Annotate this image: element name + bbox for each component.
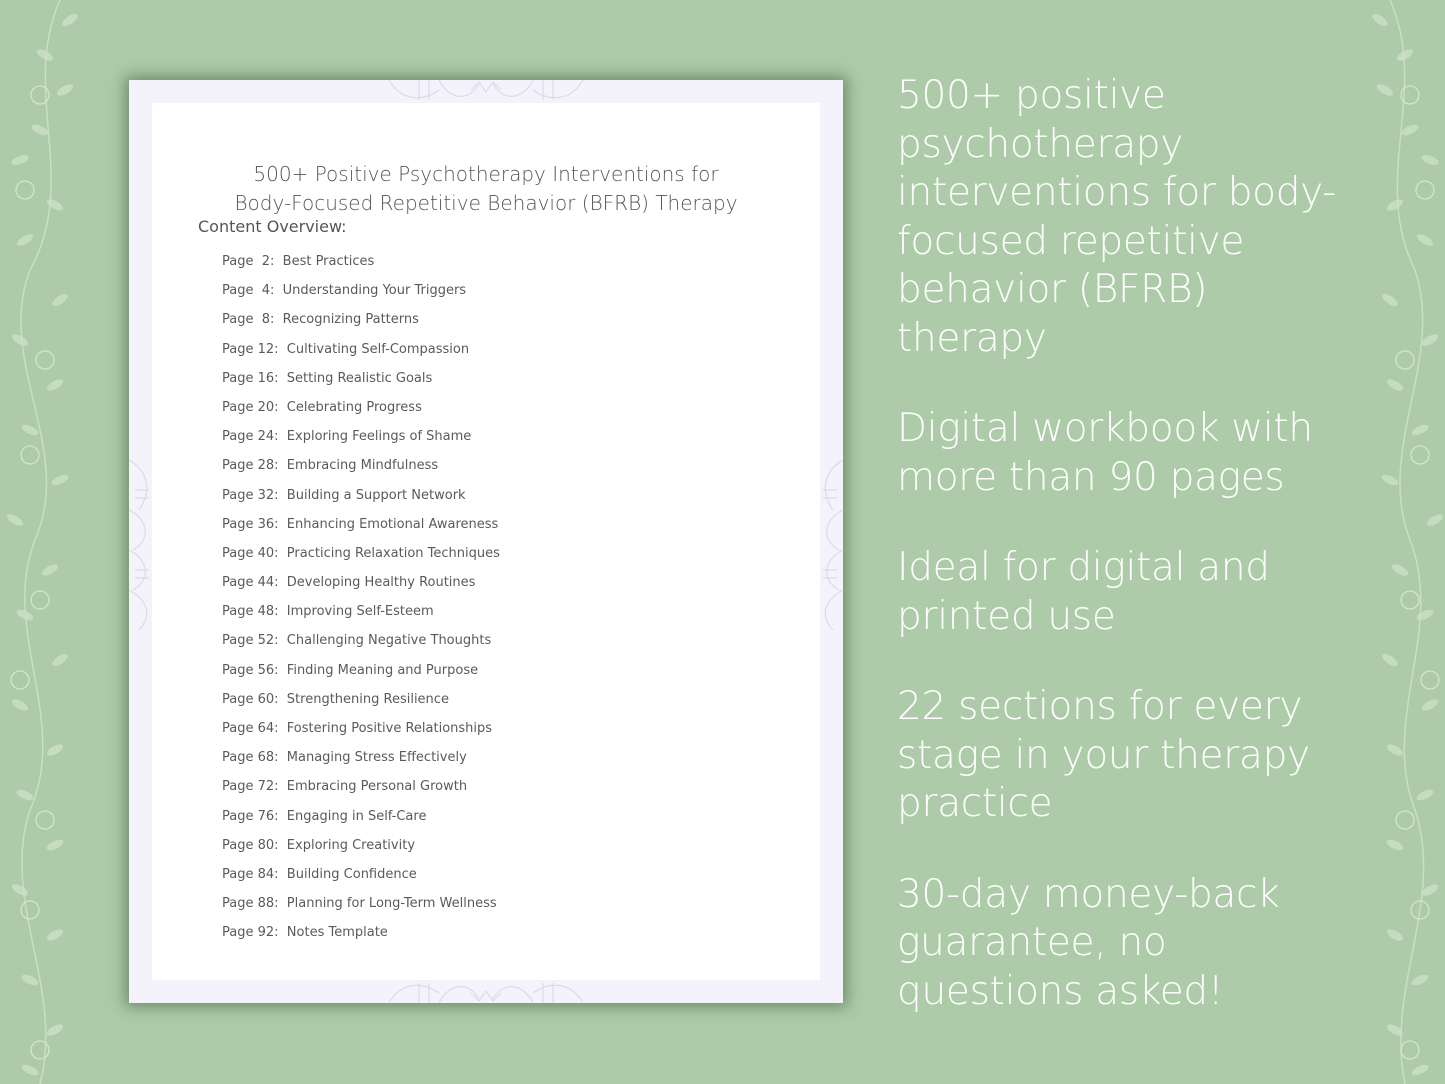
toc-page-number: Page 28: [222, 458, 279, 474]
document-title-line-1: 500+ Positive Psychotherapy Interventions for [253, 162, 719, 186]
content-overview-label: Content Overview: [198, 217, 347, 236]
toc-item [222, 546, 500, 575]
toc-item [222, 721, 500, 750]
document-title [152, 160, 820, 218]
toc-item [222, 254, 500, 283]
toc-item [222, 575, 500, 604]
toc-item [222, 663, 500, 692]
toc-section-title: Embracing Mindfulness [286, 458, 439, 474]
toc-page-number: Page 2: [222, 254, 275, 269]
mandala-decoration-bottom [379, 979, 593, 1003]
toc-section-title: Exploring Creativity [286, 837, 416, 853]
toc-section-title: Planning for Long-Term Wellness [286, 896, 497, 912]
toc-page-number: Page 8: [222, 312, 275, 328]
toc-item [222, 342, 500, 371]
toc-page-number: Page 16: [222, 370, 279, 386]
toc-section-title: Engaging in Self-Care [286, 808, 427, 824]
workbook-page-preview [129, 80, 843, 1003]
toc-page-number: Page 92: [222, 925, 279, 941]
toc-page-number: Page 80: [222, 837, 279, 853]
feature-interventions: 500+ positive psychotherapy interventions for body-focused repetitive behavior (BFRB) therapy [897, 73, 1337, 361]
toc-page-number: Page 52: [222, 633, 279, 649]
toc-item [222, 896, 500, 925]
toc-section-title: Setting Realistic Goals [286, 370, 433, 386]
toc-section-title: Fostering Positive Relationships [286, 721, 493, 736]
toc-item [222, 809, 500, 838]
toc-item [222, 604, 500, 633]
table-of-contents [222, 254, 500, 955]
toc-section-title: Embracing Personal Growth [286, 779, 468, 795]
toc-page-number: Page 32: [222, 487, 279, 503]
toc-section-title: Exploring Feelings of Shame [286, 429, 472, 445]
toc-page-number: Page 60: [222, 691, 279, 707]
toc-item [222, 312, 500, 341]
toc-page-number: Page 88: [222, 896, 279, 912]
toc-section-title: Celebrating Progress [286, 399, 422, 415]
toc-page-number: Page 12: [222, 341, 279, 357]
toc-section-title: Cultivating Self-Compassion [286, 341, 470, 357]
toc-page-number: Page 40: [222, 545, 279, 561]
toc-page-number: Page 44: [222, 575, 279, 591]
toc-section-title: Improving Self-Esteem [286, 604, 434, 620]
toc-page-number: Page 4: [222, 283, 275, 299]
toc-page-number: Page 56: [222, 662, 279, 678]
toc-item [222, 925, 500, 954]
toc-item [222, 867, 500, 896]
toc-section-title: Practicing Relaxation Techniques [286, 545, 500, 561]
toc-section-title: Recognizing Patterns [282, 312, 419, 328]
toc-item [222, 371, 500, 400]
document-title-line-2: Body-Focused Repetitive Behavior (BFRB) Therapy [234, 191, 738, 215]
toc-page-number: Page 48: [222, 604, 279, 620]
toc-section-title: Challenging Negative Thoughts [286, 633, 492, 649]
toc-item [222, 458, 500, 487]
floral-vine-decoration-right [1350, 0, 1445, 1084]
mandala-decoration-right [819, 450, 843, 630]
toc-item [222, 779, 500, 808]
toc-page-number: Page 24: [222, 429, 279, 445]
toc-section-title: Best Practices [282, 254, 375, 269]
toc-page-number: Page 36: [222, 516, 279, 532]
toc-page-number: Page 84: [222, 866, 279, 882]
toc-item [222, 750, 500, 779]
toc-item [222, 283, 500, 312]
feature-sections: 22 sections for every stage in your therapy practice [897, 684, 1310, 826]
page-content-area [152, 103, 820, 980]
toc-page-number: Page 64: [222, 721, 279, 736]
toc-section-title: Managing Stress Effectively [286, 750, 467, 766]
feature-page-count: Digital workbook with more than 90 pages [897, 406, 1313, 500]
toc-page-number: Page 72: [222, 779, 279, 795]
feature-list [897, 72, 1337, 1058]
toc-section-title: Finding Meaning and Purpose [286, 662, 479, 678]
toc-section-title: Building Confidence [286, 866, 417, 882]
toc-item [222, 517, 500, 546]
toc-section-title: Building a Support Network [286, 487, 466, 503]
toc-item [222, 633, 500, 662]
floral-vine-decoration-left [0, 0, 95, 1084]
toc-item [222, 429, 500, 458]
feature-usage: Ideal for digital and printed use [897, 545, 1270, 639]
toc-section-title: Developing Healthy Routines [286, 575, 476, 591]
mandala-decoration-left [129, 450, 153, 630]
mandala-decoration-top [379, 80, 593, 104]
toc-page-number: Page 68: [222, 750, 279, 766]
toc-section-title: Understanding Your Triggers [282, 283, 467, 299]
feature-guarantee: 30-day money-back guarantee, no questions asked! [897, 871, 1280, 1014]
toc-section-title: Strengthening Resilience [286, 691, 449, 707]
toc-item [222, 488, 500, 517]
toc-item [222, 400, 500, 429]
toc-item [222, 692, 500, 721]
toc-page-number: Page 20: [222, 399, 279, 415]
toc-item [222, 838, 500, 867]
toc-section-title: Enhancing Emotional Awareness [286, 516, 499, 532]
toc-page-number: Page 76: [222, 808, 279, 824]
toc-section-title: Notes Template [286, 925, 388, 941]
